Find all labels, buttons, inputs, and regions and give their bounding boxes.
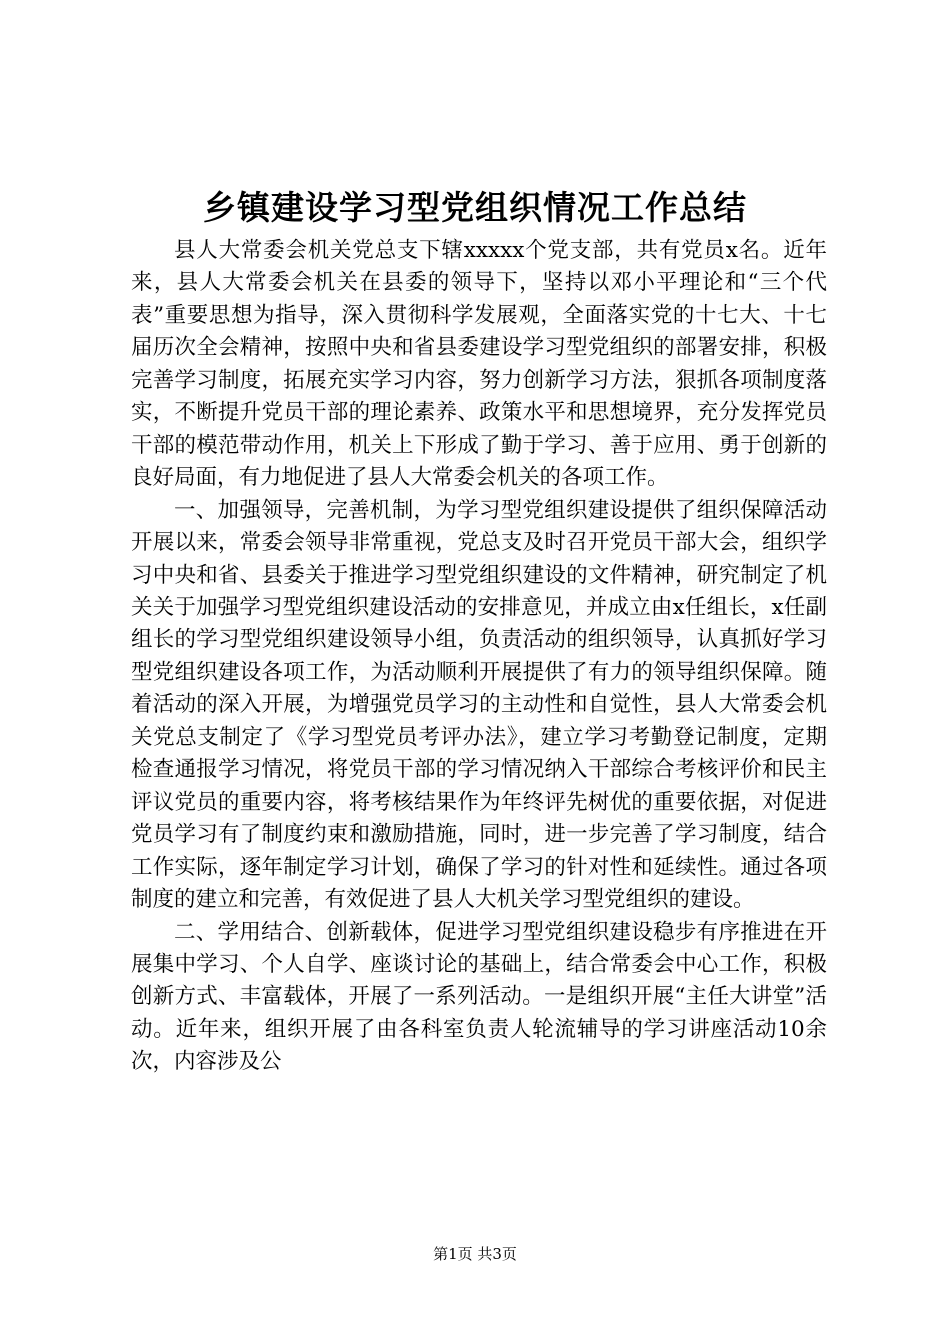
paragraph-intro: 县人大常委会机关党总支下辖xxxxx个党支部，共有党员x名。近年来，县人大常委会机关在县委的领导下，坚持以邓小平理论和“三个代表”重要思想为指导，深入贯彻科学发展观，全面落实党的十七大、十七届历次全会精神，按照中央和省县委建设学习型党组织的部署安排，积极完善学习制度，拓展充实学习内容，努力创新学习方法，狠抓各项制度落实，不断提升党员干部的理论素养、政策水平和思想境界，充分发挥党员干部的模范带动作用，机关上下形成了勤于学习、善于应用、勇于创新的良好局面，有力地促进了县人大常委会机关的各项工作。 [131,238,827,491]
document-title: 乡镇建设学习型党组织情况工作总结 [203,188,747,227]
document-body [131,235,827,1079]
page-number-footer: 第1页 共3页 [433,1245,517,1263]
paragraph-section-2: 二、学用结合、创新载体，促进学习型党组织建设稳步有序推进在开展集中学习、个人自学、座谈讨论的基础上，结合常委会中心工作，积极创新方式、丰富载体，开展了一系列活动。一是组织开展“主任大讲堂”活动。近年来，组织开展了由各科室负责人轮流辅导的学习讲座活动10余次，内容涉及公 [131,919,827,1075]
paragraph-section-1: 一、加强领导，完善机制，为学习型党组织建设提供了组织保障活动开展以来，常委会领导非常重视，党总支及时召开党员干部大会，组织学习中央和省、县委关于推进学习型党组织建设的文件精神，研究制定了机关关于加强学习型党组织建设活动的安排意见，并成立由x任组长，x任副组长的学习型党组织建设领导小组，负责活动的组织领导，认真抓好学习型党组织建设各项工作，为活动顺利开展提供了有力的领导组织保障。随着活动的深入开展，为增强党员学习的主动性和自觉性，县人大常委会机关党总支制定了《学习型党员考评办法》，建立学习考勤登记制度，定期检查通报学习情况，将党员干部的学习情况纳入干部综合考核评价和民主评议党员的重要内容，将考核结果作为年终评先树优的重要依据，对促进党员学习有了制度约束和激励措施，同时，进一步完善了学习制度，结合工作实际，逐年制定学习计划，确保了学习的针对性和延续性。通过各项制度的建立和完善，有效促进了县人大机关学习型党组织的建设。 [131,497,827,913]
